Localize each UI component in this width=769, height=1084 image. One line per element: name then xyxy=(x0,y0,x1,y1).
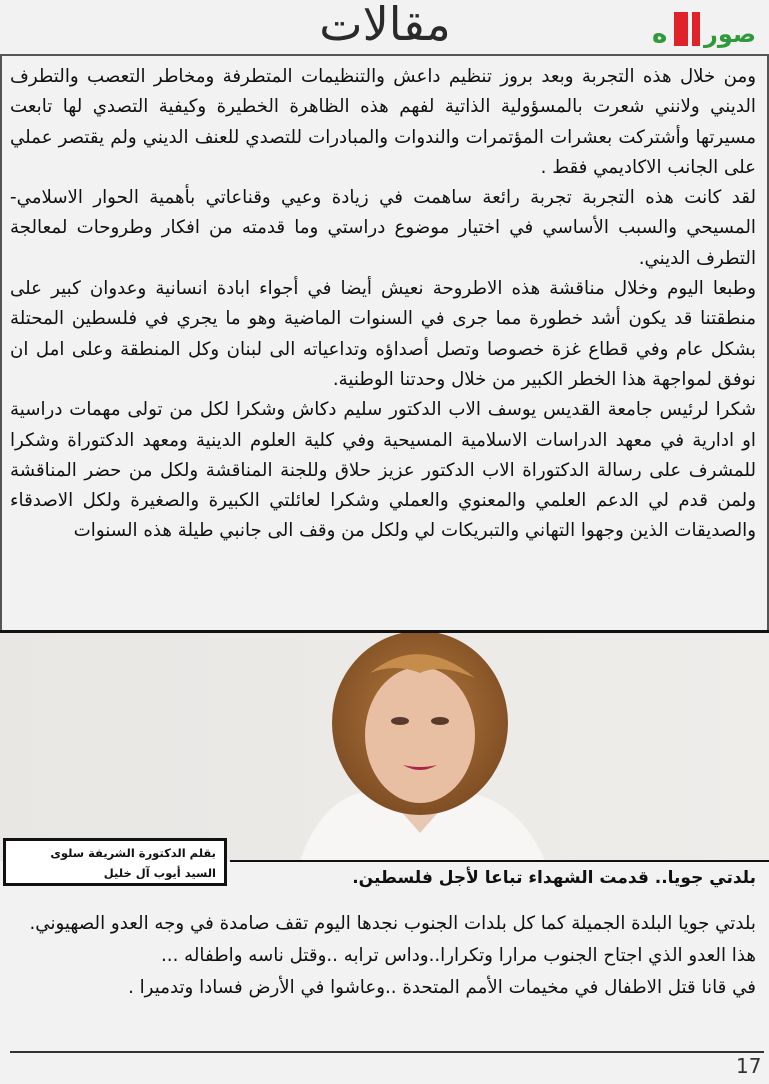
page-header xyxy=(0,0,769,56)
article-headline: بلدتي جويا.. قدمت الشهداء تباعا لأجل فلسطين. xyxy=(352,868,756,888)
article-paragraph: شكرا لرئيس جامعة القديس يوسف الاب الدكتور سليم دكاش وشكرا لكل من تولى مهمات دراسية او ادارية في معهد الدراسات الاسلامية المسيحية وفي كلية العلوم الدينية ومعهد الدكتوراة وشكرا للمشرف على رسالة الدكتوراة الاب الدكتور عزيز حلاق وللجنة المناقشة ولكل من حضر المناقشة ولمن قدم لي الدعم العلمي والمعنوي والعملي وشكرا لعائلتي الكبيرة والصغيرة ولكل الاصدقاء والصديقات الذين وجهوا التهاني والتبريكات لي ولكل من وقف الى جانبي طيلة هذه السنوات xyxy=(10,399,756,542)
photo-bottom-divider xyxy=(230,860,769,862)
header-divider xyxy=(0,54,769,56)
article-paragraph: هذا العدو الذي اجتاح الجنوب مرارا وتكرارا..وداس ترابه ..وقتل ناسه واطفاله ... xyxy=(161,945,756,966)
svg-text:ه: ه xyxy=(652,19,668,49)
article-paragraph: ومن خلال هذه التجربة وبعد بروز تنظيم داعش والتنظيمات المتطرفة ومخاطر التعصب والتطرف الديني ولانني شعرت بالمسؤولية الذاتية لفهم هذه الظاهرة الخطيرة وكيفية التصدي لها تابعت مسيرتها وأشتركت بعشرات المؤتمرات والندوات والمبادرات للتصدي للعنف الديني ولم يقتصر عملي على الجانب الاكاديمي فقط . xyxy=(10,66,756,178)
section-title: مقالات xyxy=(319,0,451,51)
second-article-body xyxy=(10,908,756,1004)
author-photo xyxy=(0,633,769,861)
byline-line-1: بقلم الدكتورة الشريفة سلوى xyxy=(50,846,216,860)
article-paragraph: بلدتي جويا البلدة الجميلة كما كل بلدات الجنوب نجدها اليوم تقف صامدة في وجه العدو الصهيوني. xyxy=(29,913,756,934)
magazine-logo xyxy=(652,10,764,50)
article-paragraph: لقد كانت هذه التجربة تجربة رائعة ساهمت في زيادة وعيي وقناعاتي بأهمية الحوار الاسلامي-المسيحي والسبب الأساسي في اختيار موضوع دراستي وما قدمته من افكار وطروحات لمعالجة التطرف الديني. xyxy=(10,187,756,269)
frame-left xyxy=(0,54,2,634)
page-number: 17 xyxy=(736,1054,762,1078)
svg-text:صور: صور xyxy=(704,20,757,48)
footer-divider xyxy=(10,1051,764,1053)
article-paragraph: وطبعا اليوم وخلال مناقشة هذه الاطروحة نعيش أيضا في أجواء ابادة انسانية وعدوان كبير على منطقتنا قد يكون أشد خطورة مما جرى في السنوات الماضية وهو ما يجري في فلسطين المحتلة بشكل عام وفي قطاع غزة خصوصا وتصل أصداؤه وتداعياته الى لبنان وكل المنطقة وعلى امل ان نوفق لمواجهة هذا الخطر الكبير من خلال وحدتنا الوطنية. xyxy=(10,278,756,390)
article-paragraph: في قانا قتل الاطفال في مخيمات الأمم المتحدة ..وعاشوا في الأرض فسادا وتدميرا . xyxy=(128,977,756,998)
author-byline-box xyxy=(3,838,227,886)
byline-line-2: السيد أيوب آل خليل xyxy=(103,866,216,880)
article-body xyxy=(10,62,756,547)
